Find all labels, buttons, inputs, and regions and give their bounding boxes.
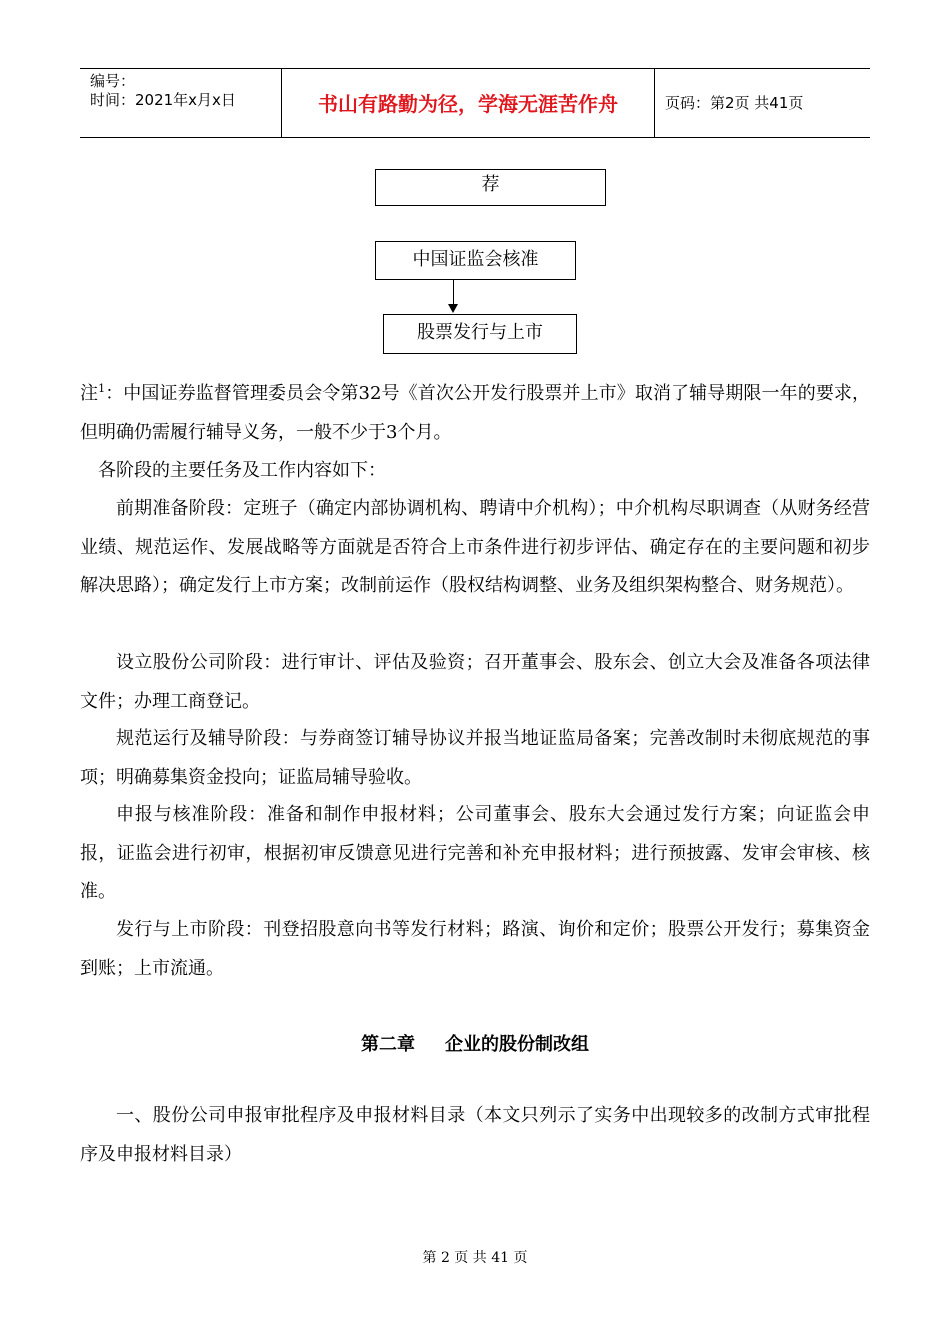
header-motto: 书山有路勤为径，学海无涯苦作舟	[282, 69, 655, 137]
section-one-paragraph: 一、股份公司申报审批程序及申报材料目录（本文只列示了实务中出现较多的改制方式审批程序及申报材料目录）	[80, 1105, 870, 1165]
note-text: ：中国证券监督管理委员会令第32号《首次公开发行股票并上市》取消了辅导期限一年的要求，但明确仍需履行辅导义务，一般不少于3个月。	[80, 383, 871, 443]
paragraph-application-stage: 申报与核准阶段：准备和制作申报材料；公司董事会、股东大会通过发行方案；向证监会申报，证监会进行初审，根据初审反馈意见进行完善和补充申报材料；进行预披露、发审会审核、核准。	[80, 804, 870, 902]
paragraph-tutoring-stage: 规范运行及辅导阶段：与券商签订辅导协议并报当地证监局备案；完善改制时未彻底规范的事项；明确募集资金投向；证监局辅导验收。	[80, 728, 870, 788]
flow-box-issue-listing-label: 股票发行与上市	[417, 322, 543, 343]
document-number-label: 编号：	[90, 72, 136, 90]
chapter-number: 第二章	[361, 1034, 415, 1055]
note-prefix: 注	[80, 383, 99, 404]
paragraph-issuance-stage: 发行与上市阶段：刊登招股意向书等发行材料；路演、询价和定价；股票公开发行；募集资金到账；上市流通。	[80, 919, 870, 979]
note-superscript: 1	[98, 382, 106, 395]
paragraph-incorporation-stage: 设立股份公司阶段：进行审计、评估及验资；召开董事会、股东会、创立大会及准备各项法律文件；办理工商登记。	[80, 652, 870, 712]
flow-arrow-head-icon	[448, 304, 458, 313]
chapter-title: 企业的股份制改组	[445, 1034, 589, 1055]
document-date: 时间：2021年x月x日	[90, 91, 236, 109]
flow-box-issue-listing	[383, 314, 577, 354]
paragraph-preparation-stage: 前期准备阶段：定班子（确定内部协调机构、聘请中介机构）；中介机构尽职调查（从财务经营业绩、规范运作、发展战略等方面就是否符合上市条件进行初步评估、确定存在的主要问题和初步解决思路）；确定发行上市方案；改制前运作（股权结构调整、业务及组织架构整合、财务规范）。	[80, 498, 870, 596]
flow-box-recommend-label: 荐	[481, 174, 500, 195]
page-header	[80, 68, 870, 138]
note-paragraph	[80, 375, 870, 452]
chapter-heading	[0, 1030, 950, 1056]
header-page-info: 页码：第2页 共41页	[665, 94, 804, 112]
flow-box-recommend	[375, 169, 606, 206]
flow-box-csrc-approval	[375, 241, 576, 280]
flow-box-csrc-approval-label: 中国证监会核准	[412, 249, 539, 270]
intro-paragraph: 各阶段的主要任务及工作内容如下：	[98, 460, 386, 481]
page-footer: 第 2 页 共 41 页	[422, 1250, 528, 1266]
flow-arrow-line	[453, 280, 454, 306]
header-left-cell	[80, 69, 282, 137]
